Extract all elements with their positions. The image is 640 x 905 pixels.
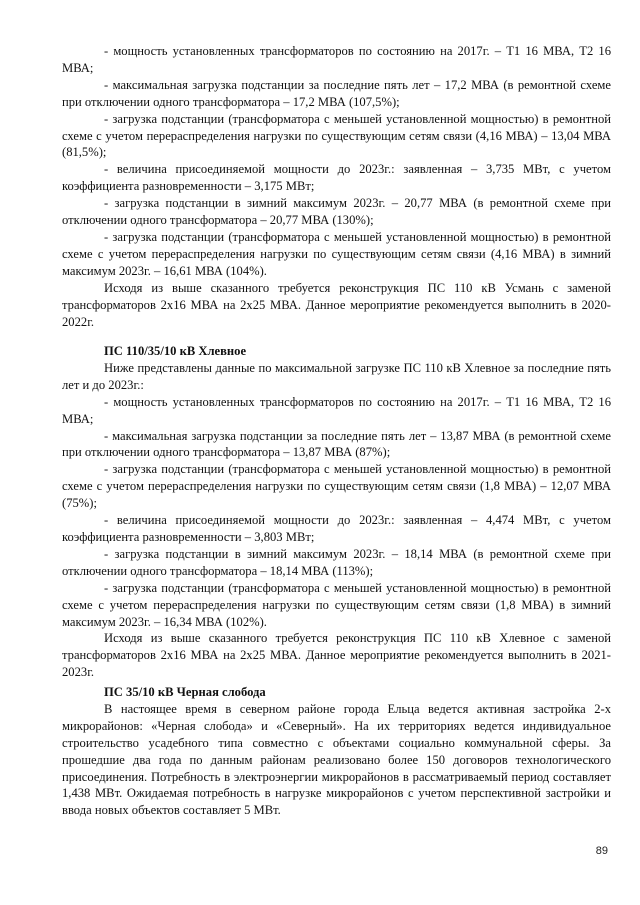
paragraph: - загрузка подстанции (трансформатора с меньшей установленной мощностью) в ремонтной схеме с учетом перераспределения нагрузки по существующим сетям связи (1,8 МВА) – 12,07 МВА (75%);	[62, 462, 611, 511]
paragraph: Ниже представлены данные по максимальной загрузке ПС 110 кВ Хлевное за последние пять лет и до 2023г.:	[62, 360, 611, 392]
paragraph: - загрузка подстанции (трансформатора с меньшей установленной мощностью) в ремонтной схеме с учетом перераспределения нагрузки по существующим сетям связи (4,16 МВА) в зимний максимум 2023г. – 16,61 МВА (104%).	[62, 229, 611, 278]
paragraph: - максимальная загрузка подстанции за последние пять лет – 17,2 МВА (в ремонтной схеме при отключении одного трансформатора – 17,2 МВА (107,5%);	[62, 77, 611, 109]
paragraph: - загрузка подстанции (трансформатора с меньшей установленной мощностью) в ремонтной схеме с учетом перераспределения нагрузки по существующим сетям связи (1,8 МВА) в зимний максимум 2023г. – 16,34 МВА (102%).	[62, 580, 611, 629]
paragraph: - загрузка подстанции в зимний максимум 2023г. – 20,77 МВА (в ремонтной схеме при отключении одного трансформатора – 20,77 МВА (130%);	[62, 196, 611, 228]
paragraph: Исходя из выше сказанного требуется реконструкция ПС 110 кВ Хлевное с заменой трансформаторов 2х16 МВА на 2х25 МВА. Данное мероприятие рекомендуется выполнить в 2021-2023г.	[62, 631, 611, 680]
paragraph: - величина присоединяемой мощности до 2023г.: заявленная – 3,735 МВт, с учетом коэффициента разновременности – 3,175 МВт;	[62, 162, 611, 194]
section-heading: ПС 110/35/10 кВ Хлевное	[104, 344, 247, 358]
paragraph: - загрузка подстанции (трансформатора с меньшей установленной мощностью) в ремонтной схеме с учетом перераспределения нагрузки по существующим сетям связи (4,16 МВА) – 13,04 МВА (81,5%);	[62, 111, 611, 160]
paragraph: В настоящее время в северном районе города Ельца ведется активная застройка 2-х микрорайонов: «Черная слобода» и «Северный». На их территориях ведется индивидуальное строительство усадебного типа совместно с объектами социально коммунальной сферы. За прошедшие два года по данным районам реализовано более 150 договоров технологического присоединения. Потребность в электроэнергии микрорайонов в рассматриваемый период составляет 1,438 МВт. Ожидаемая потребность в нагрузке микрорайонов с учетом перспективной застройки и ввода новых объектов составляет 5 МВт.	[62, 701, 611, 818]
paragraph: - мощность установленных трансформаторов по состоянию на 2017г. – Т1 16 МВА, Т2 16 МВА;	[62, 44, 611, 75]
paragraph: - мощность установленных трансформаторов по состоянию на 2017г. – Т1 16 МВА, Т2 16 МВА;	[62, 394, 611, 426]
paragraph: - величина присоединяемой мощности до 2023г.: заявленная – 4,474 МВт, с учетом коэффициента разновременности – 3,803 МВт;	[62, 513, 611, 544]
section-heading: ПС 35/10 кВ Черная слобода	[104, 685, 266, 699]
page-number: 89	[595, 845, 608, 857]
paragraph: - загрузка подстанции в зимний максимум 2023г. – 18,14 МВА (в ремонтной схеме при отключении одного трансформатора – 18,14 МВА (113%);	[62, 546, 611, 578]
paragraph: - максимальная загрузка подстанции за последние пять лет – 13,87 МВА (в ремонтной схеме при отключении одного трансформатора – 13,87 МВА (87%);	[62, 428, 611, 460]
section-khlevnoe	[62, 343, 611, 681]
paragraph: Исходя из выше сказанного требуется реконструкция ПС 110 кВ Усмань с заменой трансформаторов 2х16 МВА на 2х25 МВА. Данное мероприятие рекомендуется выполнить в 2020-2022г.	[62, 280, 611, 329]
section-usman-continued	[62, 43, 611, 330]
section-chernaya-sloboda	[62, 684, 611, 819]
